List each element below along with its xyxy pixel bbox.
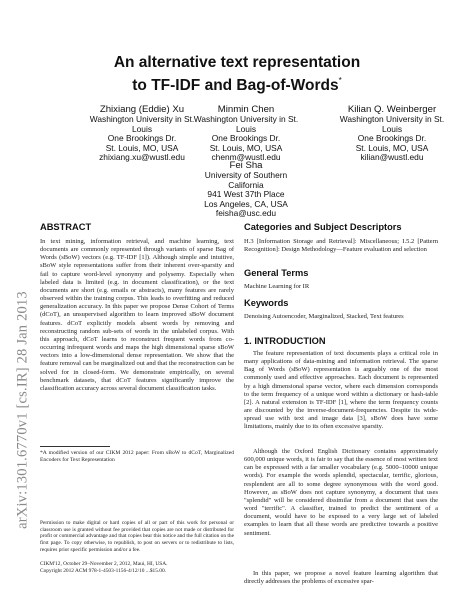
author-affiliation: 941 West 37th Place (207, 189, 285, 199)
author-affiliation: St. Louis, MO, USA (355, 142, 429, 153)
keywords-text: Denoising Autoencoder, Marginalized, Stacked, Text features (244, 313, 404, 320)
author-affiliation: Washington University in St. (339, 114, 445, 124)
author-affiliation: Louis (381, 123, 403, 134)
arxiv-stamp (12, 230, 34, 590)
author-name: Kilian Q. Weinberger (347, 104, 437, 115)
categories-heading: Categories and Subject Descriptors (244, 222, 402, 232)
author-email: chenm@wustl.edu (211, 152, 281, 162)
intro-paragraph-2: Although the Oxford English Dictionary contains approximately 600,000 unique words, it is fair to say that the essence of most written text can be expressed with a far smaller vocabulary (e.g. 5000–10000 unique words). For example the words splendid, spectacular, terrific, glorious, resplendent are all to some degree synonymous with the word good. However, as sBoW does not capture synonymy, a document that uses "splendid" will be considered dissimilar from a document that uses the word "terrific". A classifier, trained to predict the sentiment of a document, would have to be exposed to a very large set of labeled examples to learn that all these words are predictive towards a positive sentiment. (244, 448, 438, 537)
author-affiliation: One Brookings Dr. (357, 133, 427, 143)
venue-line: CIKM'12, October 29–November 2, 2012, Maui, HI, USA. (40, 561, 168, 567)
general-terms-text: Machine Learning for IR (244, 283, 310, 290)
copyright-line: Copyright 2012 ACM 978-1-4503-1156-4/12/10 ...$15.00. (40, 568, 167, 574)
author-affiliation: Washington University in St. (89, 114, 195, 124)
author-block-3 (322, 104, 462, 163)
author-affiliation: St. Louis, MO, USA (105, 142, 179, 153)
arxiv-stamp-text: arXiv:1301.6770v1 [cs.IR] 28 Jan 2013 (14, 291, 31, 529)
abstract-heading: ABSTRACT (40, 222, 92, 232)
title-footnote-mark: * (338, 76, 342, 85)
general-terms-heading: General Terms (244, 268, 309, 278)
paper-title-line1: An alternative text representation (113, 54, 361, 71)
author-affiliation: One Brookings Dr. (211, 133, 281, 143)
author-name: Zhixiang (Eddie) Xu (99, 104, 185, 115)
author-affiliation: California (228, 179, 264, 190)
author-name: Fei Sha (229, 160, 263, 171)
permission-notice: Permission to make digital or hard copies of all or part of this work for personal or classroom use is granted without fee provided that copies are not made or distributed for profit or commercial advantage and that copies bear this notice and the full citation on the first page. To copy otherwise, to republish, to post on servers or to redistribute to lists, requires prior specific permission and/or a fee. (40, 520, 234, 553)
author-email: zhixiang.xu@wustl.edu (99, 152, 185, 162)
introduction-heading: 1. INTRODUCTION (244, 336, 326, 346)
paper-title-line2: to TF-IDF and Bag-of-Words* (132, 76, 342, 94)
author-affiliation: Washington University in St. (193, 114, 299, 124)
author-affiliation: One Brookings Dr. (107, 133, 177, 143)
footnote-rule (40, 446, 110, 447)
keywords-heading: Keywords (244, 298, 289, 308)
author-affiliation: St. Louis, MO, USA (209, 142, 283, 153)
author-affiliation: Louis (235, 123, 257, 134)
author-email: feisha@usc.edu (215, 208, 277, 218)
author-affiliation: Louis (131, 123, 153, 134)
abstract-text: In text mining, information retrieval, and machine learning, text documents are commonly represented through variants of sparse Bag of Words (sBoW) vectors (e.g. TF-IDF [1]). Although simple and intuitive, sBoW style representations suffer from their inherent over-sparsity and fail to capture word-level synonymy and polysemy. Especially when labeled data is limited (e.g. in document classification), or the text documents are short (e.g. emails or abstracts), many features are rarely observed within the training corpus. This leads to overfitting and reduced generalization accuracy. In this paper we propose Dense Cohort of Terms (dCoT), an unsupervised algorithm to learn improved sBoW document features. dCoT explicitly models absent words by removing and reconstructing random sub-sets of words in the unlabeled corpus. With this approach, dCoT learns to reconstruct frequent words from co-occurring infrequent words and maps the high dimensional sparse sBoW vectors into a low-dimensional dense representation. We show that the feature removal can be marginalized out and that the reconstruction can be solved for in closed-form. We demonstrate empirically, on several benchmark datasets, that dCoT features significantly improve the classification accuracy across several document classification tasks. (40, 238, 234, 392)
author-block-4 (186, 160, 306, 219)
author-email: kilian@wustl.edu (360, 152, 424, 162)
author-name: Minmin Chen (217, 104, 275, 115)
footnote-text: *A modified version of our CIKM 2012 paper: From sBoW to dCoT, Marginalized Encoders for Text Representation (40, 450, 234, 464)
author-affiliation: Los Angeles, CA, USA (204, 198, 288, 209)
author-affiliation: University of Southern (204, 170, 288, 180)
categories-text: H.3 [Information Storage and Retrieval]: Miscellaneous; I.5.2 [Pattern Recognition]: Design Methodology—Feature evaluation and selection (244, 238, 438, 254)
intro-paragraph-1: The feature representation of text documents plays a critical role in many applications of data-mining and information retrieval. The sparse Bag of Words (sBoW) representation is arguably one of the most commonly used and effective approaches. Each document is represented by a high dimensional sparse vector, where each dimension corresponds to the term frequency of a unique word within a dictionary or hash-table [2]. A natural extension is TF-IDF [1], where the term frequency counts are discounted by the inverse-document-frequencies. Despite its wide-spread use with text and image data [3], sBoW does have some limitations, mainly due to its often excessive sparsity. (244, 350, 438, 431)
intro-paragraph-3: In this paper, we propose a novel feature learning algorithm that directly addresses the problems of excessive spar- (244, 570, 438, 586)
author-block-2 (186, 104, 306, 163)
